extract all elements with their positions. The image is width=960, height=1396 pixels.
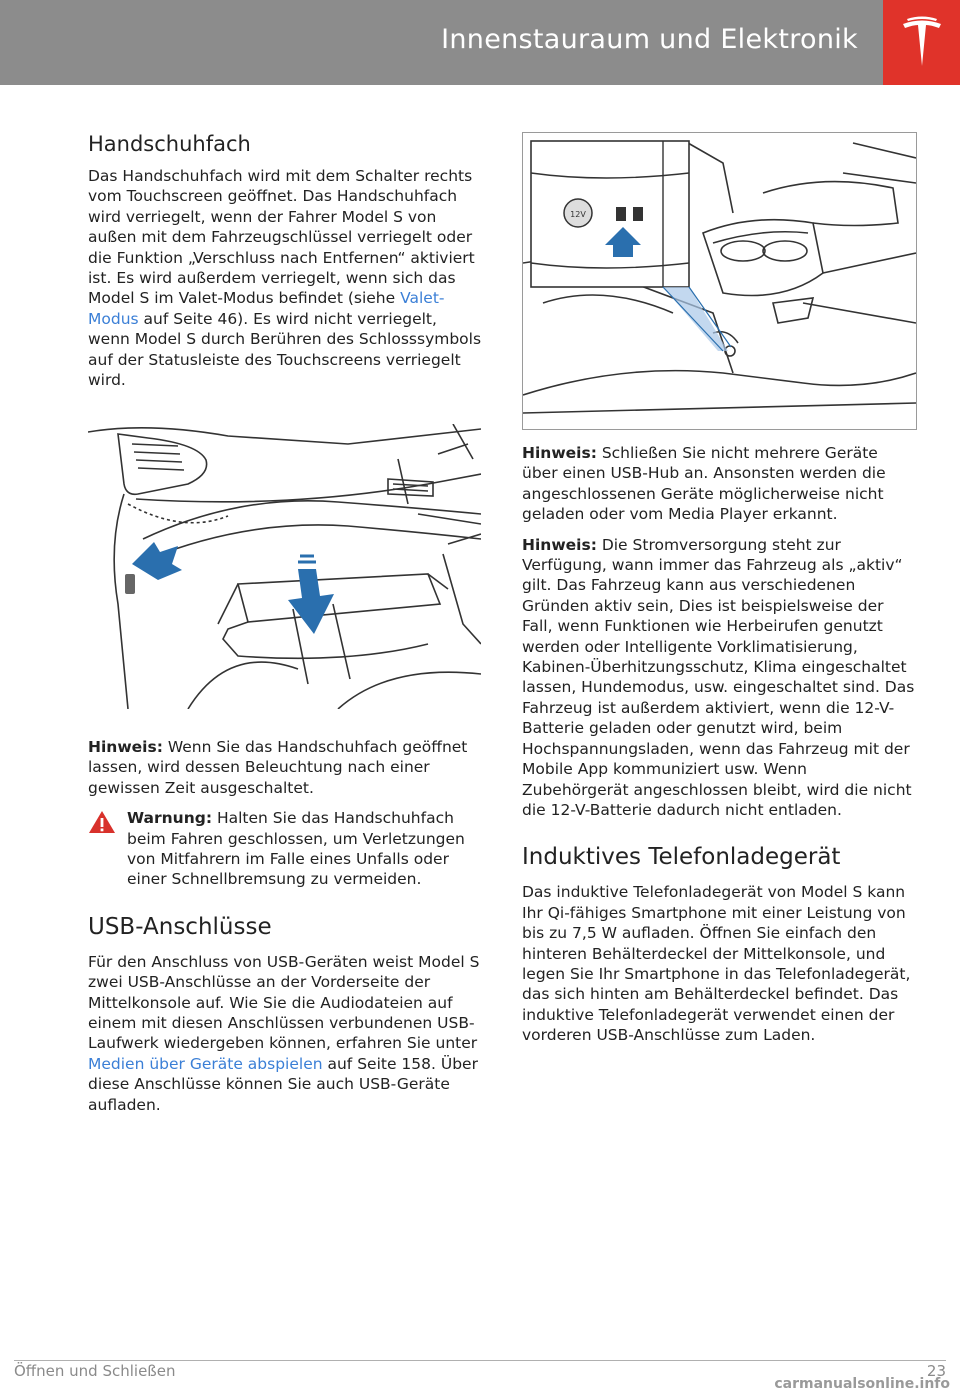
glovebox-text-b: auf Seite 46). Es wird nicht verriegelt, wenn Model S durch Berühren des Schlosssymbols auf der Statusleiste des Touchscreens verriegelt wird. (88, 309, 482, 390)
usb-text-a: Für den Anschluss von USB-Geräten weist Model S zwei USB-Anschlüsse an der Vorderseite der Mittelkonsole auf. Wie Sie die Audiodateien auf einem mit diesen Anschlüssen verbundenen USB-Laufwerk wiedergeben können, erfahren Sie unter (88, 952, 480, 1053)
watermark[interactable]: carmanualsonline.info (774, 1376, 950, 1392)
warning-text: Halten Sie das Handschuhfach beim Fahren geschlossen, um Verletzungen von Mitfahrern im Falle eines Unfalls oder einer Schnellbremsung zu vermeiden. (127, 809, 465, 889)
left-column-lower (88, 737, 483, 1125)
left-column (88, 130, 483, 400)
glovebox-note-text: Wenn Sie das Handschuhfach geöffnet lassen, wird dessen Beleuchtung nach einer gewissen Zeit ausgeschaltet. (88, 738, 468, 797)
note2-label: Hinweis: (522, 535, 597, 554)
usb-note-2 (522, 535, 917, 821)
wireless-paragraph: Das induktive Telefonladegerät von Model S kann Ihr Qi-fähiges Smartphone mit einer Leistung von bis zu 7,5 W aufladen. Öffnen Sie einfach den hinteren Behälterdeckel der Mittelkonsole, und legen Sie Ihr Smartphone in das Telefonladegerät, das sich hinten am Behälterdeckel befindet. Das induktive Telefonladegerät verwendet einen der vorderen USB-Anschlüsse zum Laden. (522, 883, 911, 1045)
usb-heading: USB-Anschlüsse (88, 913, 272, 940)
usb-text-b: auf Seite 158. Über diese Anschlüsse können Sie auch USB-Geräte aufladen. (88, 1054, 478, 1114)
wireless-heading: Induktives Telefonladegerät (522, 844, 841, 871)
glovebox-paragraph (88, 166, 483, 390)
right-column (522, 443, 917, 1056)
usb-note-1 (522, 443, 917, 525)
tesla-logo-icon (901, 16, 943, 68)
warning-icon (88, 810, 116, 834)
glovebox-drawing (88, 424, 481, 709)
warning-label: Warnung: (127, 809, 213, 828)
media-link[interactable]: Medien über Geräte abspielen (88, 1054, 323, 1073)
footer-divider (14, 1360, 946, 1361)
warning-box (88, 808, 483, 890)
valet-mode-link[interactable]: Valet-Modus (88, 289, 445, 328)
header-title: Innenstauraum und Elektronik (441, 24, 858, 55)
footer-page-number: 23 (926, 1362, 946, 1380)
glovebox-text-a: Das Handschuhfach wird mit dem Schalter rechts vom Touchscreen geöffnet. Das Handschuhfach wird verriegelt, wenn der Fahrer Model S von außen mit dem Fahrzeugschlüssel verriegelt oder die Funktion „Verschluss nach Entfernen“ aktiviert ist. Es wird außerdem verriegelt, wenn sich das Model S im Valet-Modus befindet (siehe (88, 167, 475, 308)
logo-box (883, 0, 960, 85)
note-label: Hinweis: (88, 738, 163, 756)
usb-paragraph (88, 952, 483, 1115)
glovebox-heading: Handschuhfach (88, 132, 251, 156)
glovebox-illustration (88, 424, 481, 709)
usb-illustration (522, 132, 917, 430)
glovebox-note (88, 737, 483, 798)
note2-text: Die Stromversorgung steht zur Verfügung, wann immer das Fahrzeug als „aktiv“ gilt. Das Fahrzeug kann aus verschiedenen Gründen aktiv sein, Dies ist beispielsweise der Fall, wenn Funktionen wie Herbeirufen genutzt werden oder Intelligente Vorklimatisierung, Kabinen-Überhitzungsschutz, Klima eingeschaltet lassen, Hundemodus, usw. eingeschaltet sind. Das Fahrzeug ist außerdem aktiviert, wenn die 12-V-Batterie geladen oder genutzt wird, beim Hochspannungsladen, wenn das Fahrzeug mit der Mobile App kommuniziert usw. Wenn Zubehörgerät angeschlossen bleibt, wird die nicht die 12-V-Batterie dadurch nicht entladen. (522, 535, 915, 819)
socket-label-12v: 12V (570, 210, 586, 219)
footer-section: Öffnen und Schließen (14, 1362, 176, 1380)
usb-drawing (523, 133, 916, 429)
note1-label: Hinweis: (522, 444, 597, 462)
page-header (0, 0, 960, 85)
note1-text: Schließen Sie nicht mehrere Geräte über einen USB-Hub an. Ansonsten werden die angeschlossenen Geräte möglicherweise nicht geladen oder vom Media Player erkannt. (522, 444, 886, 524)
